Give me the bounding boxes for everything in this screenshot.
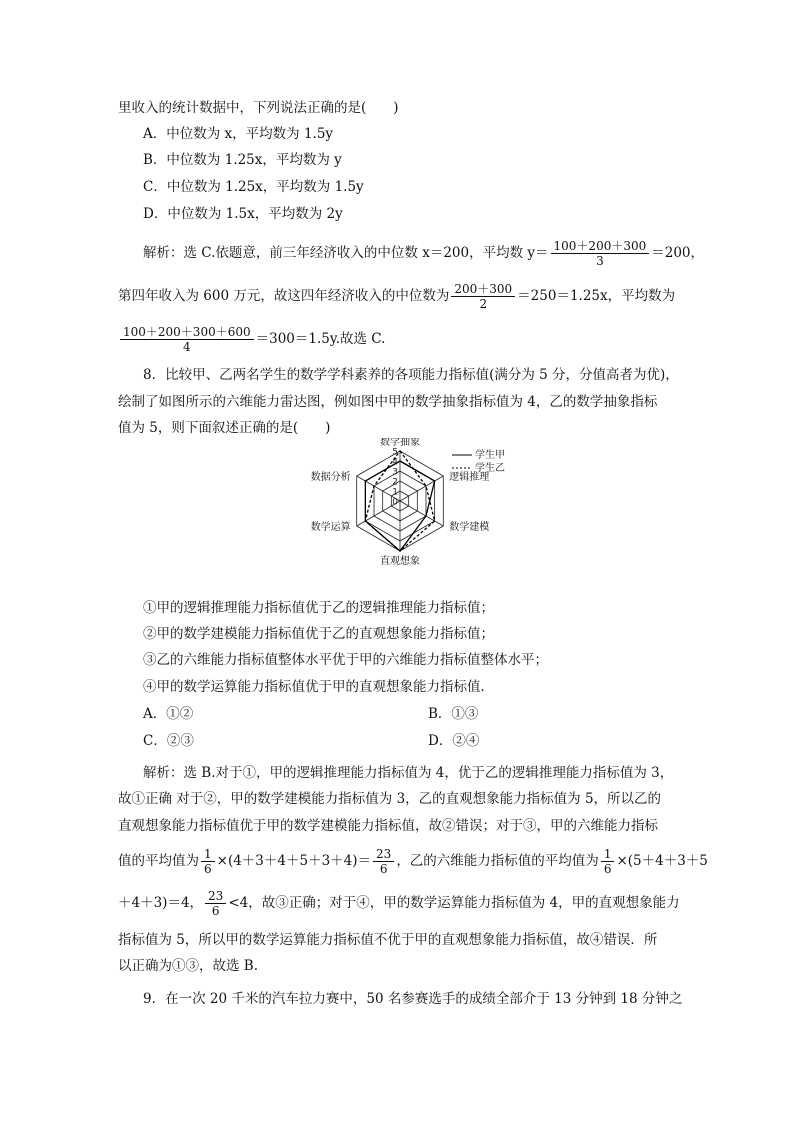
fraction: $\frac{200+300}{2}$ — [451, 282, 515, 311]
q8-solution-line-2: 故①正确 对于②，甲的数学建模能力指标值为 3，乙的直观想象能力指标值为 5，所以乙的 — [118, 791, 662, 807]
tick-label: 5 — [392, 447, 398, 458]
axis-label: 逻辑推理 — [449, 472, 490, 483]
q7-stem: 里收入的统计数据中，下列说法正确的是( ) — [118, 100, 399, 116]
q8-statement-4: ④甲的数学运算能力指标值优于甲的直观想象能力指标值． — [143, 679, 494, 695]
fraction: $\frac{100+200+300+600}{4}$ — [120, 325, 254, 354]
q8-option-a: A．①② — [143, 706, 194, 722]
legend-label: 学生乙 — [475, 463, 505, 474]
q8-stem-line-1: 8．比较甲、乙两名学生的数学学科素养的各项能力指标值(满分为 5 分，分值高者为优)， — [143, 367, 679, 383]
q7-option-b: B．中位数为 1.25x，平均数为 y — [143, 152, 342, 168]
tick-label: 2 — [392, 477, 398, 488]
q7-solution-line-3: $\frac{100+200+300+600}{4}$ ＝300＝1.5y.故选 C. — [118, 325, 385, 354]
q7-solution-line-1: 解析：选 C.依题意，前三年经济收入的中位数 x＝200，平均数 y＝ $\frac{100+200+300}{3}$ ＝200， — [143, 239, 705, 268]
q8-solution-line-4: 值的平均值为 $\frac{1}{6}$ ×(4＋3＋4＋5＋3＋4)＝ $\frac{23}{6}$ ，乙的六维能力指标值的平均值为 $\frac{1}{6}$ ×(5＋4＋3＋5 — [118, 847, 708, 876]
q8-solution-line-6: 指标值为 5，所以甲的数学运算能力指标值不优于甲的直观想象能力指标值，故④错误．所 — [118, 932, 658, 948]
fraction: $\frac{1}{6}$ — [601, 847, 615, 876]
tick-label: 3 — [392, 467, 398, 478]
q8-statement-3: ③乙的六维能力指标值整体水平优于甲的六维能力指标值整体水平； — [143, 652, 548, 668]
q7-option-a: A．中位数为 x，平均数为 1.5y — [143, 126, 334, 142]
tick-label: 0 — [392, 497, 398, 508]
axis-label: 数学建模 — [449, 522, 490, 533]
q8-solution-line-7: 以正确为①③，故选 B. — [118, 958, 259, 974]
q8-option-d: D．②④ — [428, 733, 480, 749]
q8-statement-2: ②甲的数学建模能力指标值优于乙的直观想象能力指标值； — [143, 626, 494, 642]
q7-option-d: D．中位数为 1.5x，平均数为 2y — [143, 206, 343, 222]
radar-chart — [300, 438, 520, 568]
q8-solution-line-3: 直观想象能力指标值优于甲的数学建模能力指标值，故②错误；对于③，甲的六维能力指标 — [118, 818, 658, 834]
q9-stem-line-1: 9．在一次 20 千米的汽车拉力赛中，50 名参赛选手的成绩全部介于 13 分钟到 18 分钟之 — [143, 991, 683, 1007]
axis-label: 数学抽象 — [380, 438, 420, 448]
q8-stem-line-2: 绘制了如图所示的六维能力雷达图，例如图中甲的数学抽象指标值为 4，乙的数学抽象指标 — [118, 394, 658, 410]
radar-legend — [452, 448, 505, 474]
q8-stem-line-3: 值为 5，则下面叙述正确的是( ) — [118, 420, 331, 436]
q8-solution-line-5: ＋4＋3)＝4， $\frac{23}{6}$ <4，故③正确；对于④，甲的数学运算能力指标值为 4，甲的直观想象能力 — [118, 889, 680, 918]
tick-label: 4 — [392, 457, 398, 468]
tick-label: 1 — [392, 487, 398, 498]
fraction: $\frac{1}{6}$ — [201, 847, 215, 876]
fraction: $\frac{23}{6}$ — [373, 847, 394, 876]
fraction: $\frac{23}{6}$ — [205, 889, 226, 918]
q7-solution-line-2: 第四年收入为 600 万元，故这四年经济收入的中位数为 $\frac{200+300}{2}$ ＝250＝1.25x，平均数为 — [118, 282, 676, 311]
q8-statement-1: ①甲的逻辑推理能力指标值优于乙的逻辑推理能力指标值； — [143, 600, 494, 616]
q7-option-c: C．中位数为 1.25x，平均数为 1.5y — [143, 179, 364, 195]
axis-label: 数学运算 — [310, 522, 351, 533]
legend-label: 学生甲 — [475, 450, 505, 461]
q8-option-b: B．①③ — [428, 706, 479, 722]
axis-label: 数据分析 — [310, 472, 351, 483]
q8-option-c: C．②③ — [143, 733, 194, 749]
q8-solution-line-1: 解析：选 B.对于①，甲的逻辑推理能力指标值为 4，优于乙的逻辑推理能力指标值为 3， — [143, 765, 674, 781]
axis-label: 直观想象 — [380, 556, 420, 567]
fraction: $\frac{100+200+300}{3}$ — [551, 239, 650, 268]
